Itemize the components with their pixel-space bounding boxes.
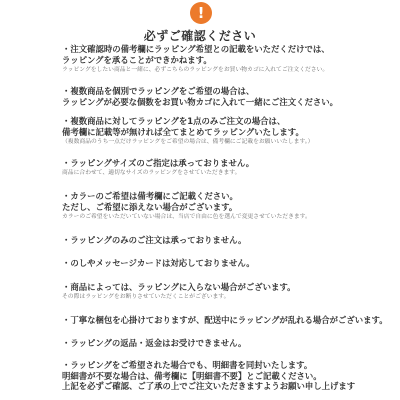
- note-item: [62, 315, 394, 326]
- note-item: [62, 116, 394, 148]
- page-title: 必ずご確認ください: [143, 29, 257, 43]
- notes-list: [62, 44, 394, 382]
- note-item: [62, 235, 394, 246]
- note-line: ・カラーのご希望は備考欄にご記載ください。: [62, 190, 238, 201]
- note-subtext: ラッピングをしたい商品と一緒に、必ずこちらのラッピングをお買い物カゴに入れてご注文ください。: [62, 67, 329, 73]
- note-subtext: その際はラッピングをお断りさせていただくことがございます。: [62, 294, 230, 300]
- note-line: ・注文確認時の備考欄にラッピング希望との記載をいただくだけでは、: [62, 44, 330, 54]
- note-line: ・複数商品を個別でラッピングをご希望の場合は、: [62, 85, 255, 96]
- note-item: [62, 258, 394, 269]
- note-subtext: カラーのご希望をいただいていない場合は、当店で自由に色を選んで変更させていただきます。: [62, 213, 311, 220]
- note-item: [62, 338, 394, 349]
- note-line: ・ラッピングの返品・返金はお受けできません。: [62, 337, 247, 348]
- note-item: [62, 44, 394, 76]
- note-line: ・複数商品に対してラッピングを1点のみご注文の場合は、: [62, 115, 286, 126]
- note-line: ・ラッピングのみのご注文は承っておりません。: [62, 235, 247, 245]
- note-line: ・ラッピングをご希望された場合でも、明細書を同封いたします。: [62, 359, 313, 370]
- note-subtext: （複数商品のうち一点だけラッピングをご希望の場合は、備考欄にご記載をお願いいたします。）: [62, 138, 314, 145]
- note-line: 明細書が不要な場合は、備考欄に【明細書不要】とご記載ください。: [62, 370, 322, 381]
- note-line: ・丁寧な梱包を心掛けておりますが、配送中にラッピングが乱れる場合がございます。: [62, 314, 388, 325]
- note-subtext: 商品に合わせて、適切なサイズのラッピングをさせていただきます。: [62, 170, 241, 176]
- note-line: 備考欄に記載等が無ければ全てまとめてラッピングいたします。: [62, 126, 304, 137]
- note-item: [62, 86, 394, 108]
- note-item: [62, 158, 394, 179]
- note-line: ・商品によっては、ラッピングに入らない場合がございます。: [62, 282, 296, 292]
- note-item: [62, 191, 394, 223]
- note-item: [62, 282, 394, 303]
- note-line: ・のしやメッセージカードは対応しておりません。: [62, 258, 255, 268]
- footer-note: 上記を必ずご確認、ご了承の上でご注文いただきますようお願い申し上げます: [62, 381, 356, 391]
- note-line: ラッピングを承ることができかねます。: [62, 55, 212, 65]
- note-line: ・ラッピングサイズのご指定は承っておりません。: [62, 158, 255, 168]
- exclamation-icon: !: [190, 2, 212, 24]
- note-line: ただし、ご希望に添えない場合がございます。: [62, 201, 238, 212]
- note-item: [62, 360, 394, 382]
- note-line: ラッピングが必要な個数をお買い物カゴに入れて一緒にご注文ください。: [62, 96, 339, 107]
